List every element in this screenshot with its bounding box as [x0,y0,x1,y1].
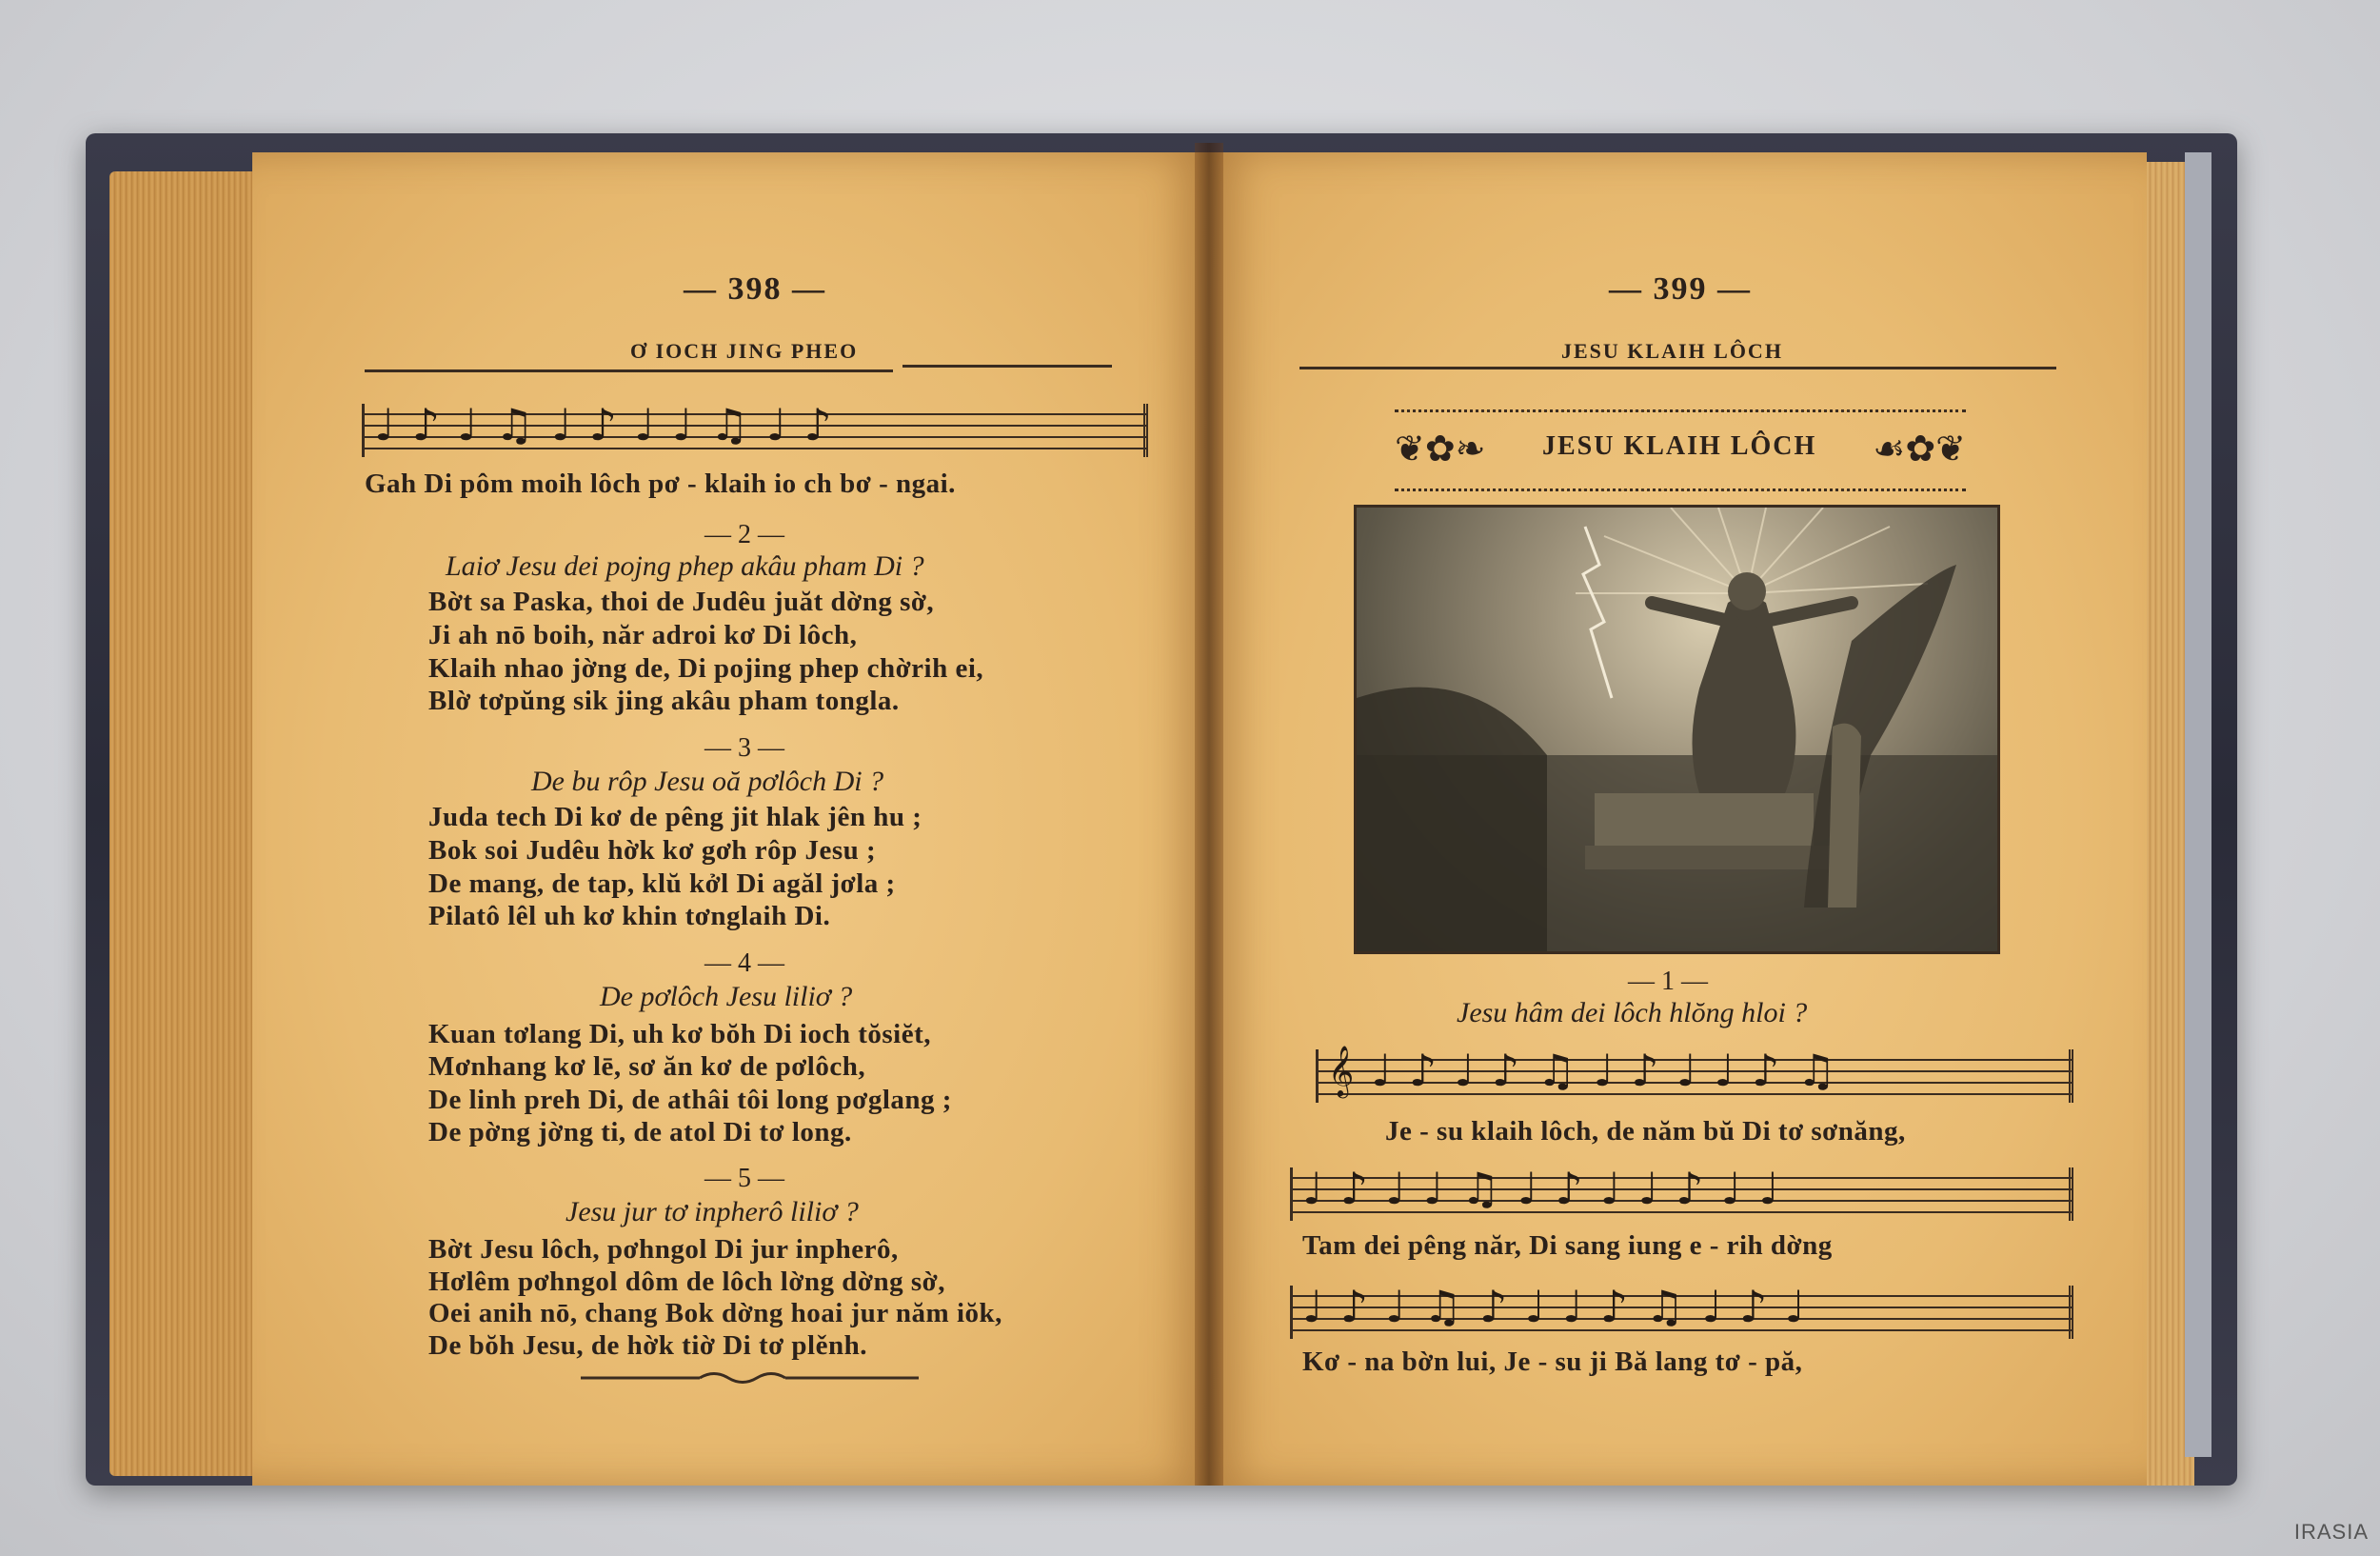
verse-line: Mơnhang kơ lē, sơ ăn kơ de pơlôch, [428,1051,866,1082]
verse-line: Oei anih nō, chang Bok dờng hoai jur năm iŏk, [428,1298,1002,1328]
verse-line: Pilatô lêl uh kơ khin tơnglaih Di. [428,901,831,931]
music-lyric: Tam dei pêng năr, Di sang iung e - rih dờng [1302,1230,1833,1261]
right-head-rule [1299,367,2056,369]
music-notes: 𝄞♩♪♩♪♫♩♪♩♩♪♫ [1328,1045,1854,1096]
verse-line: Bok soi Judêu hờk kơ gơh rôp Jesu ; [428,835,877,866]
book-gutter [1195,143,1223,1486]
verse-question: De pơlôch Jesu liliơ ? [600,981,853,1012]
music-notes: ♩♪♩♫♪♩♩♪♫♩♪♩ [1302,1281,1823,1332]
left-music-lyric: Gah Di pôm moih lôch pơ - klaih io ch bơ - ngai. [365,469,956,499]
verse-number: — 3 — [704,733,784,763]
watermark: IRASIA [2293,1520,2369,1544]
verse-line: Kuan tơlang Di, uh kơ bŏh Di ioch tŏsiĕt, [428,1019,931,1049]
left-running-head: Ơ IOCH JING PHEO [630,339,859,363]
verse-line: Bờt sa Paska, thoi de Judêu juăt dờng sờ, [428,587,935,617]
verse-number: — 1 — [1628,967,1708,996]
illustration-drawing [1357,508,1997,951]
music-lyric: Kơ - na bờn lui, Je - su ji Bă lang tơ - pă, [1302,1347,1803,1377]
right-music-staff-2 [1290,1163,2073,1221]
floral-ornament-icon: ☙✿❦ [1873,429,1966,469]
verse-line: De pờng jờng ti, de atol Di tơ long. [428,1117,852,1147]
music-notes: ♩♪♩♫♩♪♩♩♫♩♪ [374,399,849,450]
verse-line: Juda tech Di kơ de pêng jit hlak jên hu ; [428,802,922,832]
verse-line: Bờt Jesu lôch, pơhngol Di jur inpherô, [428,1234,899,1265]
floral-ornament-icon: ❦✿❧ [1395,429,1486,469]
right-page-number: — 399 — [1609,271,1752,307]
verse-question: Jesu jur tơ inpherô liliơ ? [565,1196,859,1227]
right-music-staff-3 [1290,1281,2073,1339]
banner-title: JESU KLAIH LÔCH [1542,431,1817,461]
right-running-head: JESU KLAIH LÔCH [1561,339,1783,363]
left-page-edges [109,171,262,1476]
resurrection-illustration [1354,505,2000,954]
left-head-rule [365,369,893,372]
verse-line: De linh preh Di, de athâi tôi long pơglang ; [428,1085,952,1115]
left-head-rule-2 [902,365,1112,368]
verse-number: — 4 — [704,948,784,978]
endpaper-strip [2185,152,2211,1457]
left-music-staff [362,399,1148,457]
verse-line: De bŏh Jesu, de hờk tiờ Di tơ plěnh. [428,1330,867,1361]
verse-line: Hơlêm pơhngol dôm de lôch lờng dờng sờ, [428,1267,945,1297]
music-notes: ♩♪♩♩♫♩♪♩♩♪♩♩ [1302,1163,1796,1214]
verse-number: — 5 — [704,1164,784,1193]
verse-number: — 2 — [704,520,784,549]
ornamental-divider [581,1371,919,1385]
verse-line: Blờ tơpŭng sik jing akâu pham tongla. [428,686,900,716]
verse-question: Jesu hâm dei lôch hlŏng hloi ? [1457,997,1808,1028]
title-banner [1395,409,1966,491]
verse-line: Klaih nhao jờng de, Di pojing phep chờrih ei, [428,653,984,684]
verse-line: De mang, de tap, klŭ kởl Di agăl jơla ; [428,868,896,899]
verse-line: Ji ah nō boih, năr adroi kơ Di lôch, [428,620,858,650]
music-lyric: Je - su klaih lôch, de năm bŭ Di tơ sơnăng, [1385,1116,1906,1147]
left-page-number: — 398 — [684,271,826,307]
verse-question: De bu rôp Jesu oă pơlôch Di ? [531,766,884,797]
verse-question: Laiơ Jesu dei pojng phep akâu pham Di ? [446,550,924,582]
right-music-staff-1 [1316,1045,2073,1103]
